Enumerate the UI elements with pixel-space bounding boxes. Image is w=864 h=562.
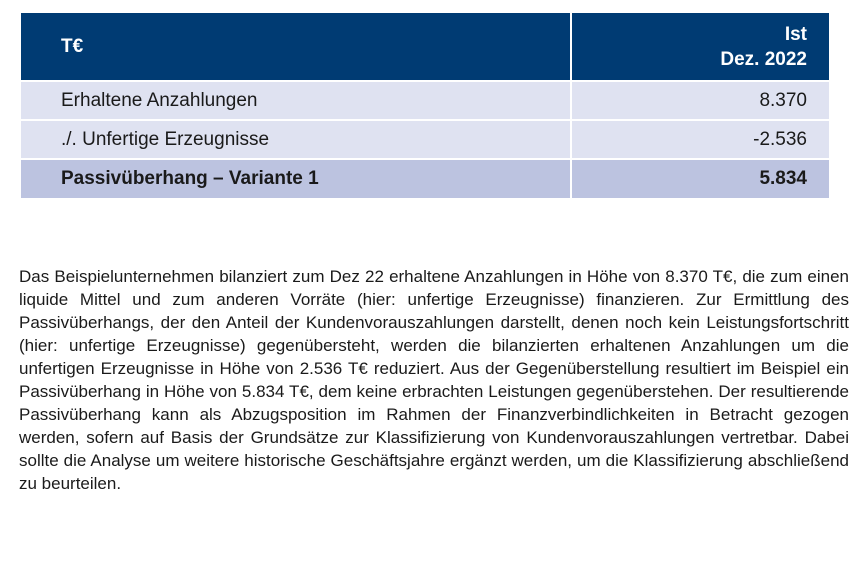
- financial-table: [21, 13, 829, 198]
- row-label: Erhaltene Anzahlungen: [21, 81, 571, 120]
- total-label: Passivüberhang – Variante 1: [21, 159, 571, 198]
- row-value: 8.370: [571, 81, 829, 120]
- table-row: [21, 120, 829, 159]
- body-paragraph: Das Beispielunternehmen bilanziert zum Dez 22 erhaltene Anzahlungen in Höhe von 8.370 T€, die zum einen liquide Mittel und zum anderen Vorräte (hier: unfertige Erzeugnisse) finanzieren. Zur Ermittlung des Passivüberhangs, der den Anteil der Kundenvorauszahlungen darstellt, denen noch kein Leistungsfortschritt (hier: unfertige Erzeugnisse) gegenübersteht, werden die bilanzierten erhaltenen Anzahlungen um die unfertigen Erzeugnisse in Höhe von 2.536 T€ reduziert. Aus der Gegenüberstellung resultiert im Beispiel ein Passivüberhang in Höhe von 5.834 T€, dem keine erbrachten Leistungen gegenüberstehen. Der resultierende Passivüberhang kann als Abzugsposition im Rahmen der Finanzverbindlichkeiten in Betracht gezogen werden, sofern auf Basis der Grundsätze zur Klassifizierung von Kundenvorauszahlungen vertretbar. Dabei sollte die Analyse um weitere historische Geschäftsjahre ergänzt werden, um die Klassifizierung abschließend zu beurteilen.: [19, 267, 849, 493]
- header-period-line1: Ist: [784, 23, 807, 45]
- row-value: -2.536: [571, 120, 829, 159]
- table-total-row: [21, 159, 829, 198]
- table-header-row: [21, 13, 829, 81]
- header-period-line2: Dez. 2022: [720, 48, 807, 70]
- header-unit-label: T€: [21, 13, 571, 81]
- row-label: ./. Unfertige Erzeugnisse: [21, 120, 571, 159]
- table-row: [21, 81, 829, 120]
- header-period-label: [571, 13, 829, 81]
- total-value: 5.834: [571, 159, 829, 198]
